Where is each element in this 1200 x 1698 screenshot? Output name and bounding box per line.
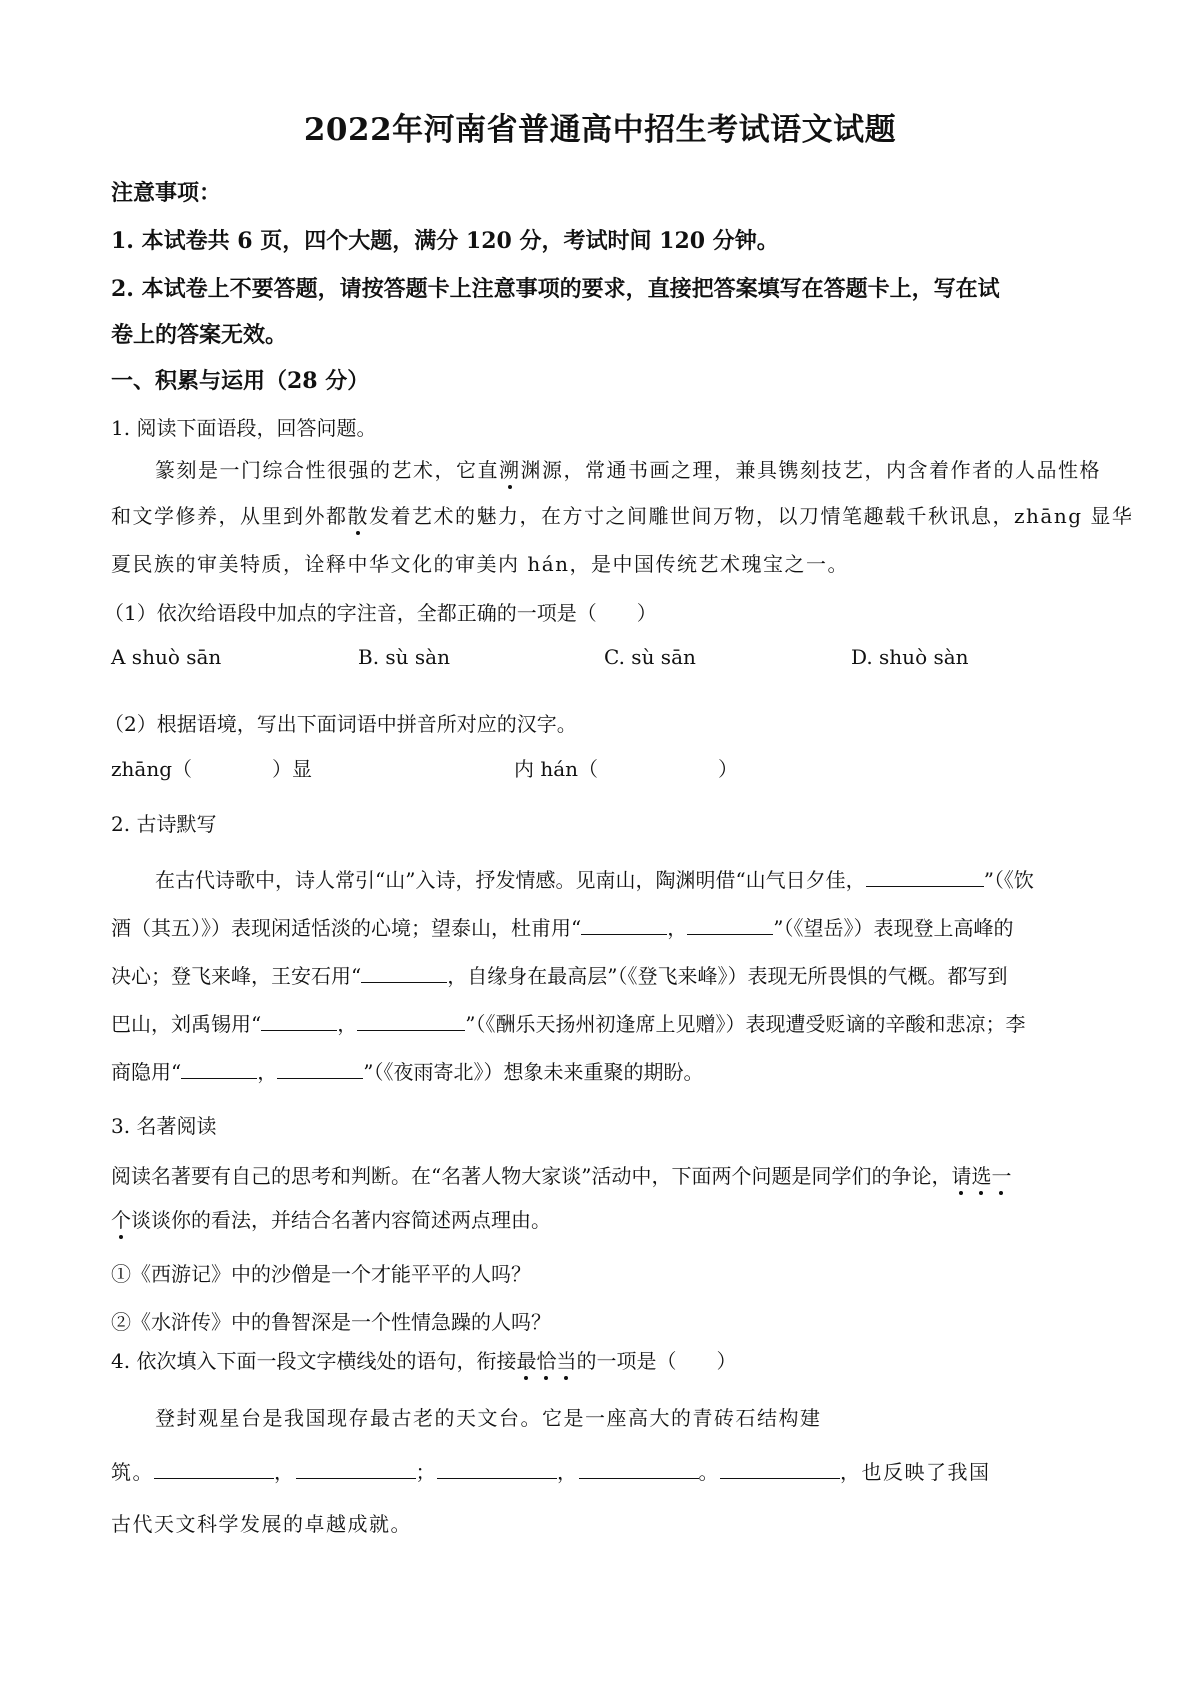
dotted-char: 最 (516, 1349, 537, 1373)
q4-stem (111, 1345, 736, 1374)
q3-item-2: ②《水浒传》中的鲁智深是一个性情急躁的人吗？ (111, 1310, 551, 1334)
q4-text: 。 (698, 1460, 720, 1484)
q1-sub-1: （1）依次给语段中加点的字注音，全都正确的一项是（ ） (104, 601, 657, 625)
answer-blank (581, 914, 667, 935)
q1-passage-text: 发着艺术的魅力，在方寸之间雕世间万物，以刀情笔趣载千秋讯息，zhāng 显华 (369, 504, 1134, 528)
q2-text: 决心；登飞来峰，王安石用“ (111, 964, 362, 988)
page-title: 2022年河南省普通高中招生考试语文试题 (303, 112, 897, 148)
q2-text: 在古代诗歌中，诗人常引“山”入诗，抒发情感。见南山，陶渊明借“山气日夕佳， (155, 868, 866, 892)
dotted-char: 散 (347, 504, 369, 528)
q2-text: 巴山，刘禹锡用“ (111, 1012, 262, 1036)
q2-stem: 2. 古诗默写 (111, 812, 217, 836)
q1-stem: 1. 阅读下面语段，回答问题。 (111, 416, 377, 440)
q2-text: ”（《望岳》）表现登上高峰的 (773, 916, 1014, 940)
q4-text: 筑。 (111, 1460, 154, 1484)
dotted-char: 一 (991, 1164, 1012, 1188)
answer-blank (687, 914, 773, 935)
answer-blank (361, 962, 447, 983)
q2-text: 酒（其五）》）表现闲适恬淡的心境；望泰山，杜甫用“ (111, 916, 582, 940)
q4-text: ； (415, 1460, 437, 1484)
dotted-char: 恰 (536, 1349, 557, 1373)
notice-item-2-line-1: 2. 本试卷上不要答题，请按答题卡上注意事项的要求，直接把答案填写在答题卡上，写在试 (111, 276, 1000, 302)
q3-text: 谈谈你的看法，并结合名著内容简述两点理由。 (131, 1208, 551, 1232)
q2-text: ”（《酬乐天扬州初逢席上见赠》）表现遭受贬谪的辛酸和悲凉；李 (465, 1012, 1026, 1036)
q2-text: ， (257, 1060, 278, 1084)
notice-heading: 注意事项： (111, 180, 222, 206)
q1-passage-text: 和文学修养，从里到外都 (111, 504, 348, 528)
answer-blank (154, 1458, 274, 1479)
q4-passage-line-1: 登封观星台是我国现存最古老的天文台。它是一座高大的青砖石结构建 (155, 1406, 822, 1430)
q1-fill-zhang: zhāng（ ）显 (111, 757, 313, 781)
q4-text: ， (557, 1460, 579, 1484)
answer-blank (437, 1458, 557, 1479)
q3-text: 阅读名著要有自己的思考和判断。在“名著人物大家谈”活动中，下面两个问题是同学们的争论， (111, 1164, 952, 1188)
q1-option-c: C. sù sān (604, 645, 696, 669)
dotted-char: 请 (951, 1164, 972, 1188)
q4-passage-line-3: 古代天文科学发展的卓越成就。 (111, 1512, 412, 1536)
dotted-char: 溯 (499, 458, 521, 482)
q2-line-4 (111, 1008, 1025, 1037)
q2-line-5 (111, 1056, 703, 1085)
q4-text: 4. 依次填入下面一段文字横线处的语句，衔接 (111, 1349, 517, 1373)
q4-text: ，也反映了我国 (840, 1460, 991, 1484)
q1-option-a: A shuò sān (111, 645, 222, 669)
dotted-char: 当 (556, 1349, 577, 1373)
q2-line-2 (111, 912, 1013, 941)
answer-blank (277, 1058, 363, 1079)
section-1-heading: 一、积累与运用（28 分） (111, 368, 370, 394)
q1-sub-2: （2）根据语境，写出下面词语中拼音所对应的汉字。 (104, 712, 577, 736)
answer-blank (296, 1458, 416, 1479)
q2-text: ”（《饮 (983, 868, 1034, 892)
q2-text: ”（《夜雨寄北》）想象未来重聚的期盼。 (363, 1060, 704, 1084)
q2-text: ，自缘身在最高层”（《登飞来峰》）表现无所畏惧的气概。都写到 (447, 964, 1008, 988)
notice-item-2-line-2: 卷上的答案无效。 (111, 322, 288, 348)
q4-passage-line-2 (111, 1456, 991, 1485)
q3-line-1 (111, 1160, 1011, 1189)
answer-blank (261, 1010, 337, 1031)
notice-item-1: 1. 本试卷共 6 页，四个大题，满分 120 分，考试时间 120 分钟。 (111, 228, 779, 254)
q2-line-1 (155, 864, 1034, 893)
q1-option-d: D. shuò sàn (851, 645, 969, 669)
q3-line-2 (111, 1204, 551, 1233)
q1-option-b: B. sù sàn (358, 645, 450, 669)
q1-passage-line-1 (155, 454, 1101, 483)
q3-item-1: ①《西游记》中的沙僧是一个才能平平的人吗？ (111, 1262, 531, 1286)
q4-text: 的一项是（ ） (576, 1349, 737, 1373)
answer-blank (720, 1458, 840, 1479)
q1-fill-han: 内 hán（ ） (514, 757, 739, 781)
answer-blank (866, 866, 984, 887)
q4-text: ， (274, 1460, 296, 1484)
q1-passage-line-2 (111, 500, 1133, 529)
q2-line-3 (111, 960, 1007, 989)
q1-passage-text: 渊源，常通书画之理，兼具镌刻技艺，内含着作者的人品性格 (520, 458, 1101, 482)
dotted-char: 选 (971, 1164, 992, 1188)
q2-text: ， (667, 916, 688, 940)
q2-text: ， (337, 1012, 358, 1036)
answer-blank (181, 1058, 257, 1079)
q3-stem: 3. 名著阅读 (111, 1114, 217, 1138)
q2-text: 商隐用“ (111, 1060, 182, 1084)
q1-passage-text: 篆刻是一门综合性很强的艺术，它直 (155, 458, 499, 482)
dotted-char: 个 (111, 1208, 131, 1232)
answer-blank (357, 1010, 465, 1031)
q1-passage-line-3: 夏民族的审美特质，诠释中华文化的审美内 hán，是中国传统艺术瑰宝之一。 (111, 552, 850, 576)
answer-blank (579, 1458, 699, 1479)
